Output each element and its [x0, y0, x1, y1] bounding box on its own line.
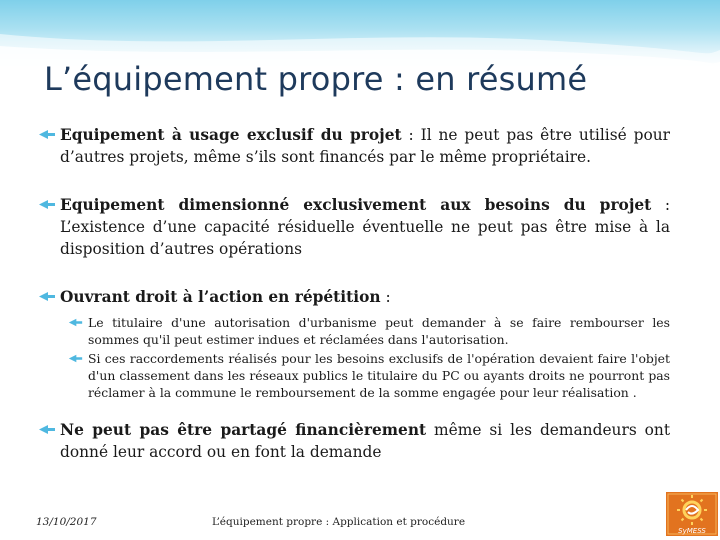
svg-text:SyMESS: SyMESS — [678, 527, 706, 535]
page-title: L’équipement propre : en résumé — [44, 60, 588, 98]
bullet-text: : Il ne peut pas être utilisé pour d’autres projets, même s’ils sont financés par le même propriétaire. — [60, 126, 670, 166]
bullet-strong: Equipement à usage exclusif du projet — [60, 126, 402, 144]
bullet-strong: Ouvrant droit à l’action en répétition — [60, 288, 381, 306]
bullet-text: : L’existence d’une capacité résiduelle éventuelle ne peut pas être mise à la disposition d’autres opérations — [60, 196, 671, 258]
arrow-bullet-icon — [68, 353, 83, 364]
bullet-strong: Ne peut pas être partagé financièrement — [60, 421, 427, 439]
bullet-text: même si les demandeurs ont donné leur accord ou en font la demande — [60, 421, 671, 461]
arrow-bullet-icon — [38, 290, 56, 303]
sun-logo-icon — [666, 492, 718, 536]
arrow-bullet-icon — [38, 128, 56, 141]
bullet-strong: Equipement dimensionné exclusivement aux besoins du projet — [60, 196, 652, 214]
bullet-item — [36, 286, 670, 308]
sub-bullet-item — [68, 350, 670, 401]
footer-date: 13/10/2017 — [36, 516, 97, 528]
bullet-item — [36, 194, 670, 260]
arrow-bullet-icon — [38, 423, 56, 436]
content-area — [36, 124, 670, 463]
sub-bullet-list — [36, 314, 670, 401]
bullet-text: : — [380, 288, 391, 306]
sub-bullet-item — [68, 314, 670, 348]
arrow-bullet-icon — [68, 317, 83, 328]
arrow-bullet-icon — [38, 198, 56, 211]
footer-title: L’équipement propre : Application et procédure — [212, 516, 466, 528]
bullet-item — [36, 124, 670, 168]
sub-bullet-text: Le titulaire d'une autorisation d'urbanisme peut demander à se faire rembourser les sommes qu'il peut estimer indues et réclamées dans l'autorisation. — [88, 315, 670, 347]
bullet-item — [36, 419, 670, 463]
sub-bullet-text: Si ces raccordements réalisés pour les besoins exclusifs de l'opération devaient faire l'objet d'un classement dans les réseaux publics le titulaire du PC ou ayants droits ne pourront pas réclamer à la commune le remboursement de la somme engagée pour leur réalisation . — [88, 351, 670, 400]
